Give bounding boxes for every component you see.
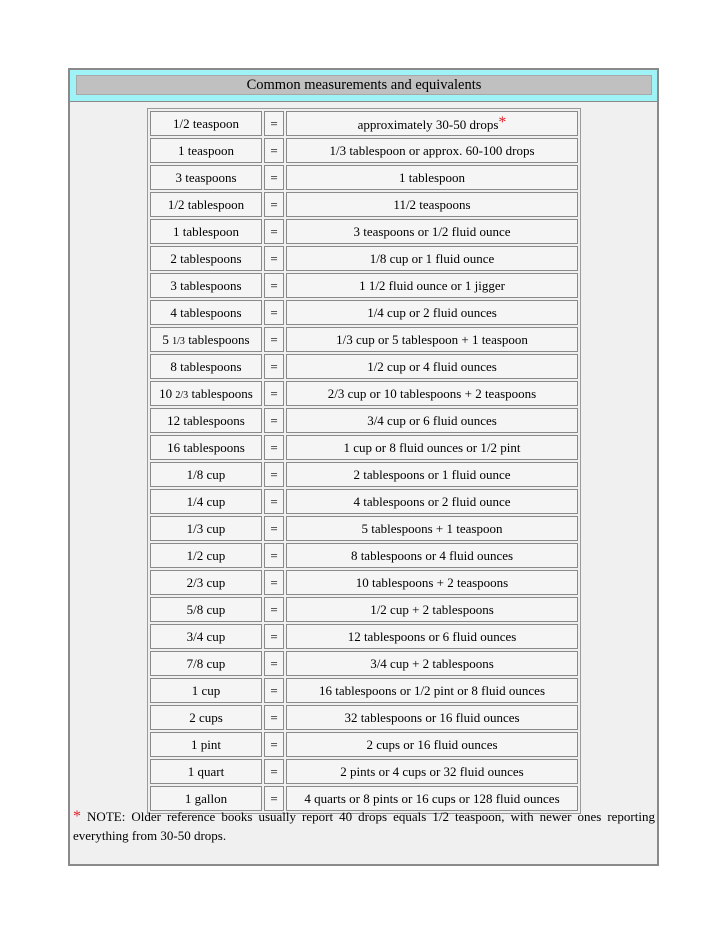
equivalent-cell bbox=[286, 192, 578, 217]
equals-cell: = bbox=[264, 408, 284, 433]
amount-cell: 1 teaspoon bbox=[150, 138, 262, 163]
equivalent-cell bbox=[286, 759, 578, 784]
amount-whole: 5 bbox=[162, 331, 169, 347]
table-row bbox=[150, 462, 578, 487]
equivalent-text: 32 tablespoons or 16 fluid ounces bbox=[344, 709, 520, 725]
equals-cell: = bbox=[264, 678, 284, 703]
amount-cell: 2 tablespoons bbox=[150, 246, 262, 271]
amount-cell: 8 tablespoons bbox=[150, 354, 262, 379]
equivalent-cell bbox=[286, 732, 578, 757]
equals-cell: = bbox=[264, 597, 284, 622]
table-row bbox=[150, 219, 578, 244]
equivalent-cell bbox=[286, 300, 578, 325]
equals-cell: = bbox=[264, 786, 284, 811]
table-row bbox=[150, 111, 578, 136]
equivalent-cell bbox=[286, 651, 578, 676]
equivalent-text: 4 quarts or 8 pints or 16 cups or 128 fluid ounces bbox=[304, 790, 560, 806]
equivalent-cell bbox=[286, 111, 578, 136]
table-row bbox=[150, 516, 578, 541]
table-row bbox=[150, 570, 578, 595]
equivalent-cell bbox=[286, 705, 578, 730]
equivalent-text: 1/3 tablespoon or approx. 60-100 drops bbox=[329, 142, 535, 158]
equivalent-cell bbox=[286, 408, 578, 433]
footnote bbox=[73, 807, 655, 845]
equivalent-text: 1 cup or 8 fluid ounces or 1/2 pint bbox=[343, 439, 521, 455]
equals-cell: = bbox=[264, 516, 284, 541]
table-row bbox=[150, 138, 578, 163]
amount-cell: 3 tablespoons bbox=[150, 273, 262, 298]
table-row bbox=[150, 678, 578, 703]
equivalent-cell bbox=[286, 543, 578, 568]
amount-cell: 1/8 cup bbox=[150, 462, 262, 487]
equivalent-text: 8 tablespoons or 4 fluid ounces bbox=[350, 547, 514, 563]
equivalent-text: 1 tablespoon bbox=[398, 169, 466, 185]
amount-cell: 3/4 cup bbox=[150, 624, 262, 649]
table-row bbox=[150, 732, 578, 757]
table-row bbox=[150, 327, 578, 352]
table-row bbox=[150, 705, 578, 730]
equivalent-text: 1/3 cup or 5 tablespoon + 1 teaspoon bbox=[336, 331, 528, 347]
equivalent-text: 2 pints or 4 cups or 32 fluid ounces bbox=[340, 763, 524, 779]
equivalent-text: 10 tablespoons + 2 teaspoons bbox=[355, 574, 509, 590]
equals-cell: = bbox=[264, 462, 284, 487]
equivalent-text: 2 cups or 16 fluid ounces bbox=[366, 736, 498, 752]
equals-cell: = bbox=[264, 732, 284, 757]
amount-cell: 7/8 cup bbox=[150, 651, 262, 676]
amount-cell: 1 pint bbox=[150, 732, 262, 757]
table-row bbox=[150, 624, 578, 649]
equals-cell: = bbox=[264, 705, 284, 730]
equivalent-text: 3/4 cup + 2 tablespoons bbox=[370, 655, 494, 671]
equivalent-text: 16 tablespoons or 1/2 pint or 8 fluid ounces bbox=[318, 682, 546, 698]
amount-cell: 2/3 cup bbox=[150, 570, 262, 595]
equals-cell: = bbox=[264, 759, 284, 784]
equals-cell: = bbox=[264, 192, 284, 217]
table-row bbox=[150, 435, 578, 460]
table-row bbox=[150, 300, 578, 325]
amount-cell: 12 tablespoons bbox=[150, 408, 262, 433]
equals-cell: = bbox=[264, 570, 284, 595]
header-band bbox=[70, 70, 657, 102]
table-row bbox=[150, 354, 578, 379]
table-row bbox=[150, 597, 578, 622]
equivalent-text: 2/3 cup or 10 tablespoons + 2 teaspoons bbox=[327, 385, 537, 401]
equals-cell: = bbox=[264, 489, 284, 514]
amount-cell: 1 quart bbox=[150, 759, 262, 784]
table-row bbox=[150, 489, 578, 514]
table-row bbox=[150, 381, 578, 406]
footnote-star-icon: * bbox=[73, 808, 81, 825]
equivalent-cell bbox=[286, 570, 578, 595]
amount-unit: tablespoons bbox=[188, 331, 250, 347]
amount-unit: tablespoons bbox=[191, 385, 253, 401]
amount-cell: 1/4 cup bbox=[150, 489, 262, 514]
amount-cell bbox=[150, 381, 262, 406]
page-title: Common measurements and equivalents bbox=[76, 75, 652, 95]
amount-cell: 16 tablespoons bbox=[150, 435, 262, 460]
amount-cell: 3 teaspoons bbox=[150, 165, 262, 190]
amount-whole: 10 bbox=[159, 385, 173, 401]
amount-fraction: 1/3 bbox=[172, 335, 185, 347]
footnote-star-icon: * bbox=[498, 114, 507, 131]
amount-cell: 1 gallon bbox=[150, 786, 262, 811]
equivalent-text: 1 1/2 fluid ounce or 1 jigger bbox=[359, 277, 505, 293]
equivalents-table bbox=[147, 108, 581, 814]
equals-cell: = bbox=[264, 651, 284, 676]
equivalent-cell bbox=[286, 246, 578, 271]
equivalent-text: approximately 30-50 drops bbox=[357, 117, 499, 132]
equals-cell: = bbox=[264, 273, 284, 298]
table-row bbox=[150, 759, 578, 784]
equivalent-cell bbox=[286, 624, 578, 649]
equivalent-cell bbox=[286, 435, 578, 460]
equals-cell: = bbox=[264, 246, 284, 271]
equals-cell: = bbox=[264, 543, 284, 568]
equals-cell: = bbox=[264, 300, 284, 325]
equivalent-cell bbox=[286, 462, 578, 487]
equivalent-text: 12 tablespoons or 6 fluid ounces bbox=[347, 628, 517, 644]
amount-cell: 1/2 teaspoon bbox=[150, 111, 262, 136]
equals-cell: = bbox=[264, 354, 284, 379]
amount-cell bbox=[150, 327, 262, 352]
equivalent-cell bbox=[286, 138, 578, 163]
equivalent-text: 1/4 cup or 2 fluid ounces bbox=[367, 304, 497, 320]
equivalent-text: 11/2 teaspoons bbox=[393, 196, 471, 212]
equivalent-cell bbox=[286, 678, 578, 703]
table-row bbox=[150, 165, 578, 190]
amount-cell: 4 tablespoons bbox=[150, 300, 262, 325]
table-row bbox=[150, 246, 578, 271]
table-row bbox=[150, 408, 578, 433]
equivalent-cell bbox=[286, 489, 578, 514]
equals-cell: = bbox=[264, 138, 284, 163]
footnote-text: NOTE: Older reference books usually report 40 drops equals 1/2 teaspoon, with newer ones reporting everything from 30-50 drops. bbox=[73, 809, 655, 843]
equivalent-cell bbox=[286, 273, 578, 298]
equals-cell: = bbox=[264, 327, 284, 352]
equivalent-text: 3/4 cup or 6 fluid ounces bbox=[367, 412, 497, 428]
equals-cell: = bbox=[264, 435, 284, 460]
amount-cell: 1 cup bbox=[150, 678, 262, 703]
equivalent-cell bbox=[286, 597, 578, 622]
amount-cell: 5/8 cup bbox=[150, 597, 262, 622]
equals-cell: = bbox=[264, 219, 284, 244]
amount-fraction: 2/3 bbox=[175, 389, 189, 401]
equivalent-cell bbox=[286, 165, 578, 190]
equivalent-text: 3 teaspoons or 1/2 fluid ounce bbox=[353, 223, 511, 239]
equals-cell: = bbox=[264, 111, 284, 136]
amount-cell: 1 tablespoon bbox=[150, 219, 262, 244]
equivalent-text: 5 tablespoons + 1 teaspoon bbox=[361, 520, 503, 536]
measurements-panel bbox=[68, 68, 659, 866]
equivalent-cell bbox=[286, 354, 578, 379]
table-row bbox=[150, 192, 578, 217]
equivalent-text: 1/2 cup + 2 tablespoons bbox=[370, 601, 494, 617]
amount-cell: 2 cups bbox=[150, 705, 262, 730]
equals-cell: = bbox=[264, 624, 284, 649]
table-row bbox=[150, 651, 578, 676]
equivalent-text: 1/2 cup or 4 fluid ounces bbox=[367, 358, 497, 374]
equivalent-text: 2 tablespoons or 1 fluid ounce bbox=[353, 466, 511, 482]
equivalent-cell bbox=[286, 327, 578, 352]
equivalent-cell bbox=[286, 516, 578, 541]
amount-cell: 1/2 cup bbox=[150, 543, 262, 568]
amount-cell: 1/2 tablespoon bbox=[150, 192, 262, 217]
table-row bbox=[150, 543, 578, 568]
equivalent-cell bbox=[286, 381, 578, 406]
equivalents-table-body bbox=[150, 111, 578, 811]
equivalent-text: 4 tablespoons or 2 fluid ounce bbox=[353, 493, 511, 509]
table-row bbox=[150, 273, 578, 298]
equals-cell: = bbox=[264, 381, 284, 406]
equivalent-text: 1/8 cup or 1 fluid ounce bbox=[369, 250, 495, 266]
equivalent-cell bbox=[286, 219, 578, 244]
equals-cell: = bbox=[264, 165, 284, 190]
amount-cell: 1/3 cup bbox=[150, 516, 262, 541]
